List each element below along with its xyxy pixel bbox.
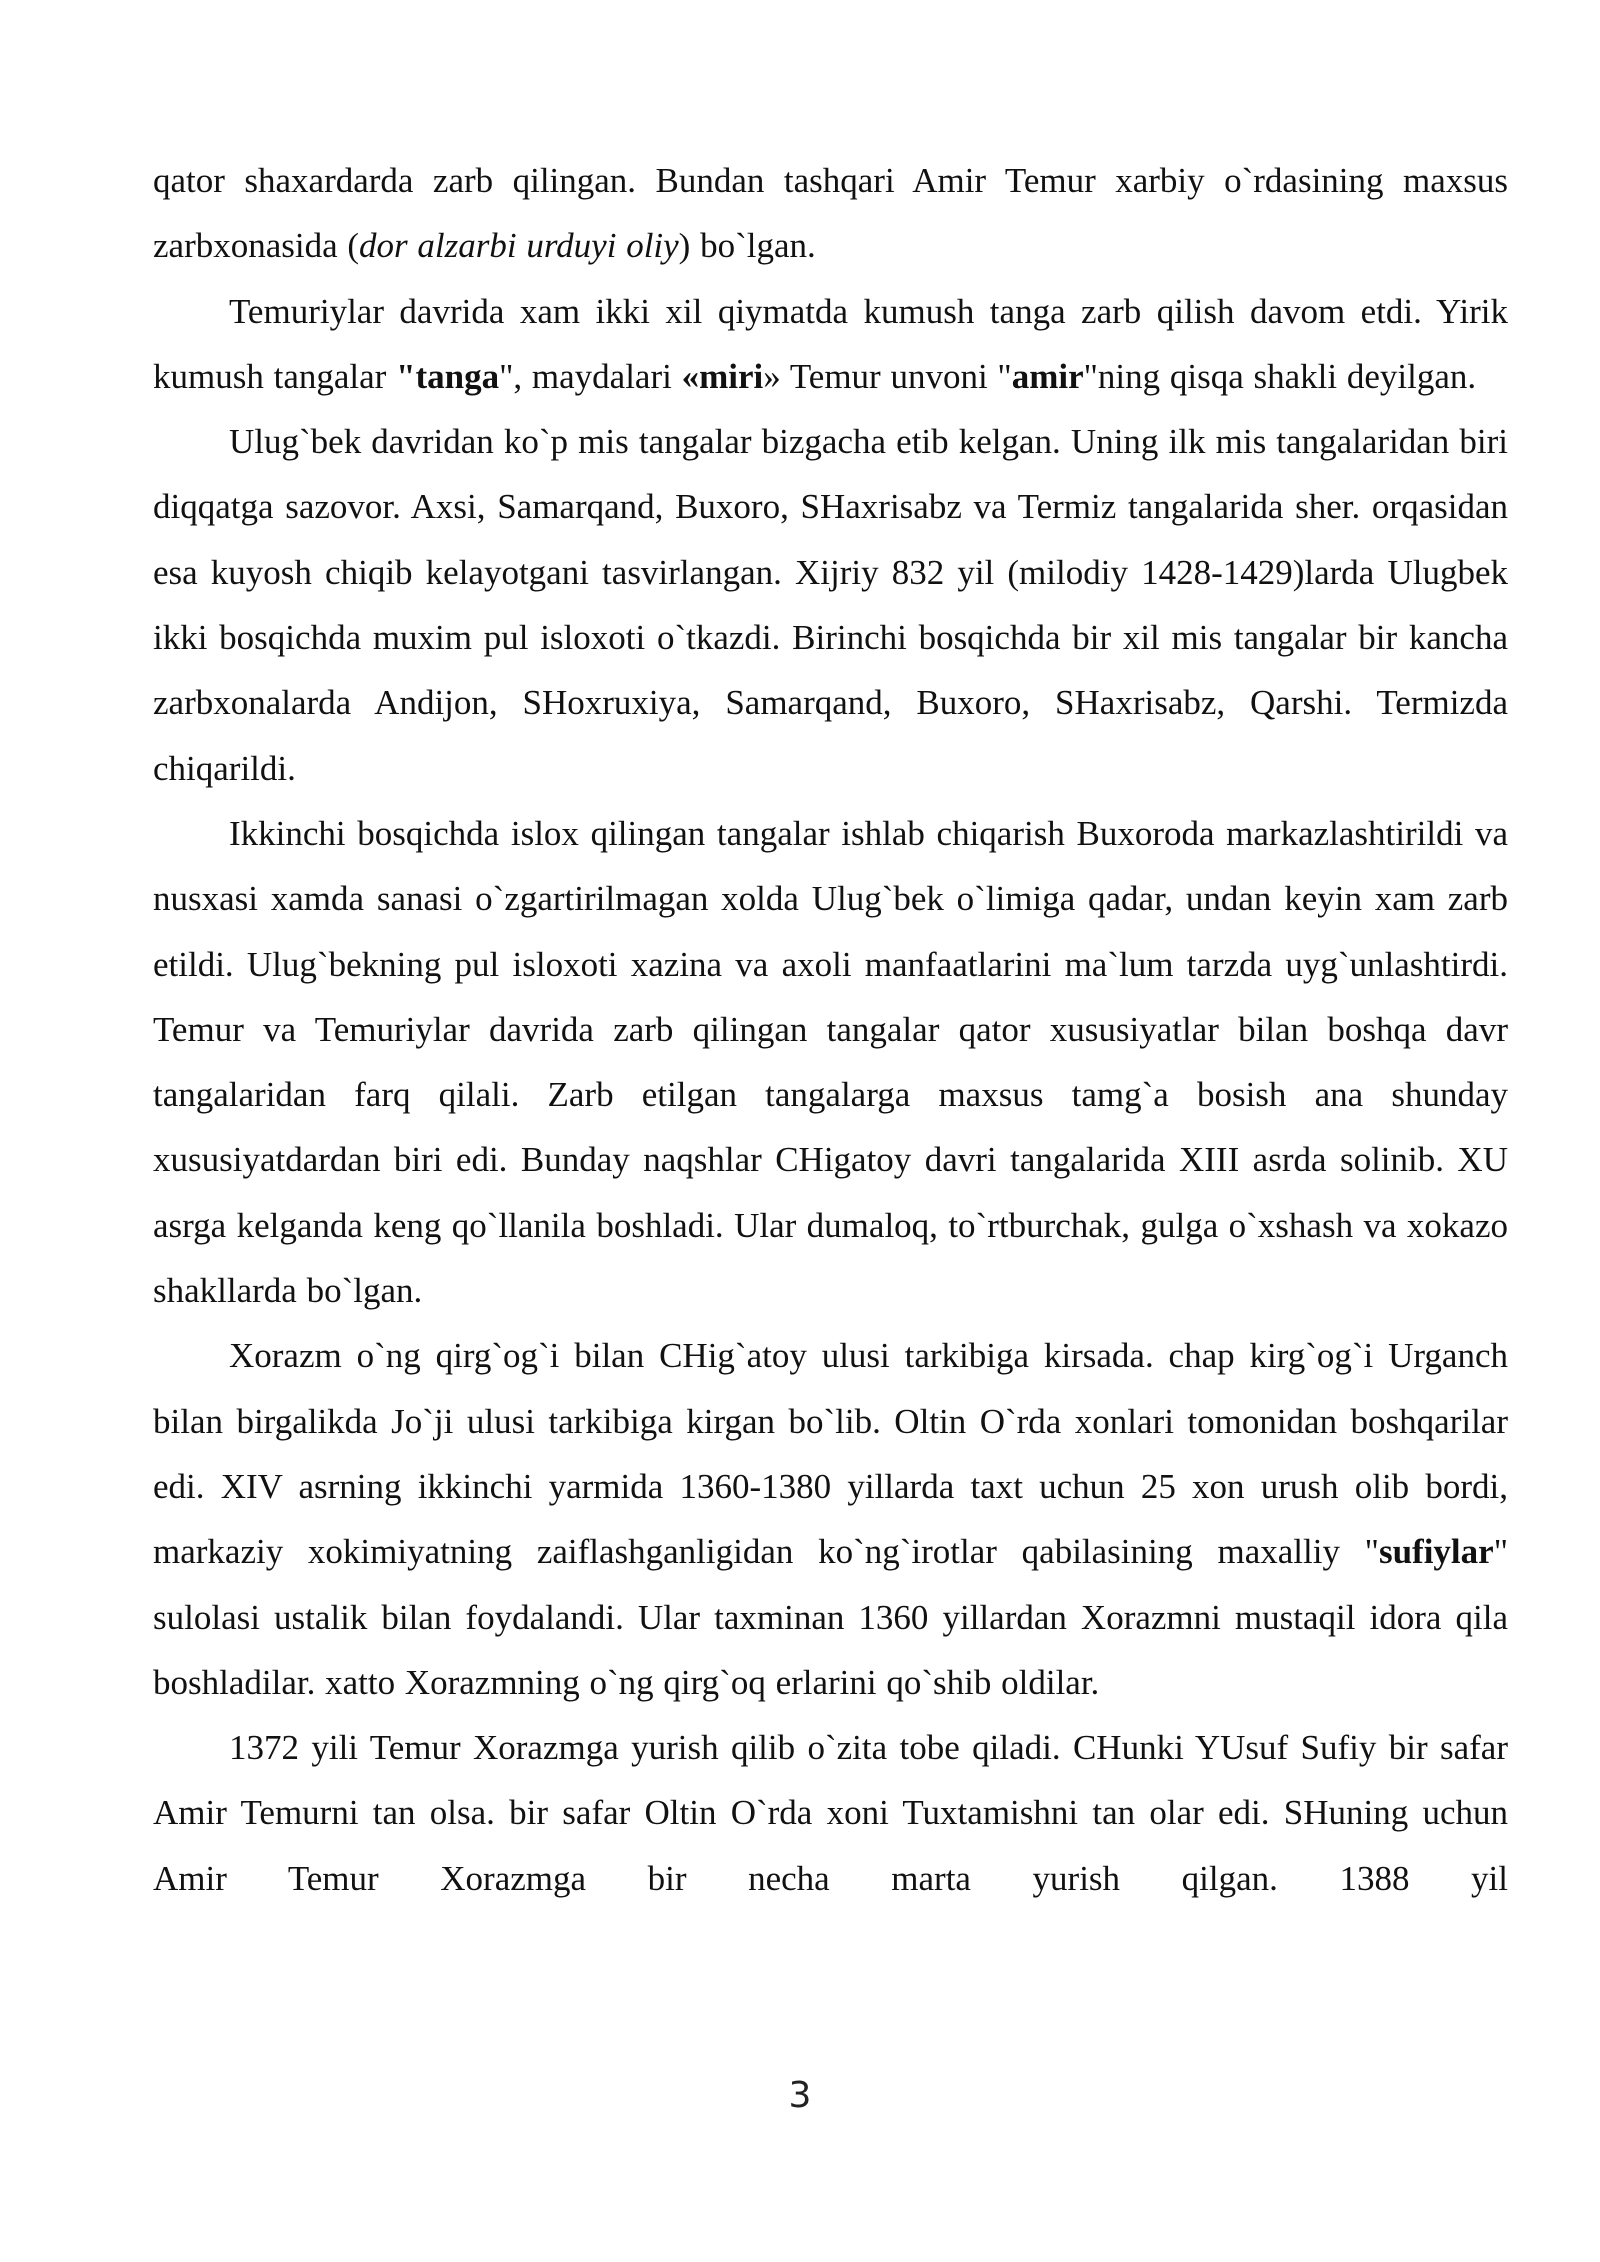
- text-run: 1372 yili Temur Xorazmga yurish qilib o`zita tobe qiladi. CHunki YUsuf Sufiy bir safar Amir Temurni tan olsa. bir safar Oltin O`rda xoni Tuxtamishni tan olar edi. SHuning uchun Amir Temur Xorazmga bir necha marta yurish qilgan. 1388 yil: [153, 1728, 1508, 1898]
- text-run: Temuriylar davrida xam ikki xil qiymatda kumush tanga zarb qilish davom etdi. Yirik kumush tangalar: [153, 291, 1508, 396]
- text-run: qator shaxardarda zarb qilingan. Bundan tashqari Amir Temur xarbiy o`rdasining maxsus zarbxonasida (: [153, 161, 1508, 266]
- paragraph: [153, 1715, 1508, 1911]
- text-run: » Temur unvoni ": [763, 356, 1012, 396]
- text-run: ", maydalari: [499, 356, 682, 396]
- text-run: " sulolasi ustalik bilan foydalandi. Ular taxminan 1360 yillardan Xorazmni mustaqil idora qila boshladilar. xatto Xorazmning o`ng qirg`oq erlarini qo`shib oldilar.: [153, 1532, 1508, 1702]
- bold-text: "tanga: [396, 356, 500, 396]
- document-body: [153, 148, 1508, 1911]
- italic-text: dor alzarbi urduyi oliy: [359, 226, 679, 266]
- paragraph: [153, 148, 1508, 279]
- bold-text: sufiylar: [1378, 1532, 1494, 1572]
- text-run: Ulug`bek davridan ko`p mis tangalar bizgacha etib kelgan. Uning ilk mis tangalaridan biri diqqatga sazovor. Axsi, Samarqand, Buxoro, SHaxrisabz va Termiz tangalarida sher. orqasidan esa kuyosh chiqib kelayotgani tasvirlangan. Xijriy 832 yil (milodiy 1428-1429)larda Ulugbek ikki bosqichda muxim pul isloxoti o`tkazdi. Birinchi bosqichda bir xil mis tangalar bir kancha zarbxonalarda Andijon, SHoxruxiya, Samarqand, Buxoro, SHaxrisabz, Qarshi. Termizda chiqarildi.: [153, 422, 1508, 788]
- text-run: Ikkinchi bosqichda islox qilingan tangalar ishlab chiqarish Buxoroda markazlashtirildi va nusxasi xamda sanasi o`zgartirilmagan xolda Ulug`bek o`limiga qadar, undan keyin xam zarb etildi. Ulug`bekning pul isloxoti xazina va axoli manfaatlarini ma`lum tarzda uyg`unlashtirdi. Temur va Temuriylar davrida zarb qilingan tangalar qator xususiyatlar bilan boshqa davr tangalaridan farq qilali. Zarb etilgan tangalarga maxsus tamg`a bosish ana shunday xususiyatdardan biri edi. Bunday naqshlar CHigatoy davri tangalarida XIII asrda solinib. XU asrga kelganda keng qo`llanila boshladi. Ular dumaloq, to`rtburchak, gulga o`xshash va xokazo shakllarda bo`lgan.: [153, 813, 1508, 1311]
- text-run: Xorazm o`ng qirg`og`i bilan CHig`atoy ulusi tarkibiga kirsada. chap kirg`og`i Urganch bilan birgalikda Jo`ji ulusi tarkibiga kirgan bo`lib. Oltin O`rda xonlari tomonidan boshqarilar edi. XIV asrning ikkinchi yarmida 1360-1380 yillarda taxt uchun 25 xon urush olib bordi, markaziy xokimiyatning zaiflashganligidan ko`ng`irotlar qabilasining maxalliy ": [153, 1336, 1508, 1572]
- text-run: "ning qisqa shakli deyilgan.: [1083, 356, 1477, 396]
- paragraph: [153, 409, 1508, 801]
- paragraph: [153, 801, 1508, 1323]
- bold-text: amir: [1011, 356, 1084, 396]
- paragraph: [153, 1323, 1508, 1715]
- text-run: ) bo`lgan.: [678, 226, 816, 266]
- paragraph: [153, 279, 1508, 410]
- page-number: 3: [788, 2075, 812, 2116]
- bold-text: «miri: [681, 356, 764, 396]
